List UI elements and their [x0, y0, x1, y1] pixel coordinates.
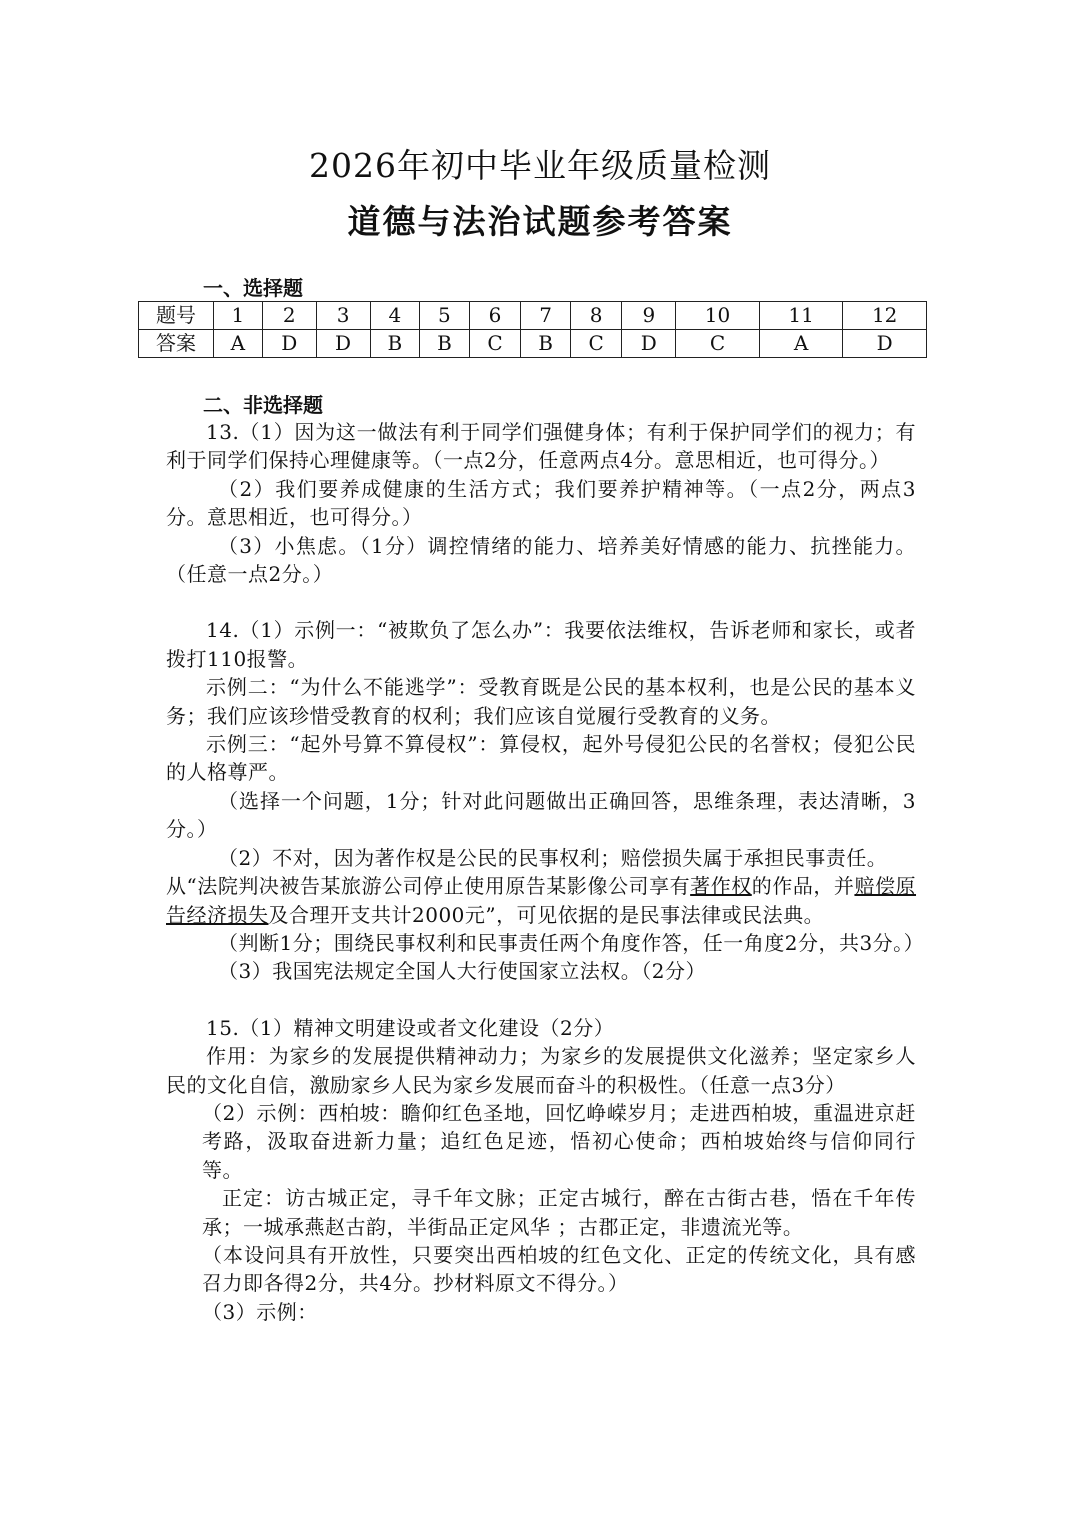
table-cell: C: [570, 330, 622, 358]
underlined-text: 赔偿原告经济损失: [166, 874, 917, 927]
section-heading-choice: 一、选择题: [203, 276, 303, 300]
table-row: [139, 330, 927, 358]
q15-part2: （2）示例：西柏坡：瞻仰红色圣地，回忆峥嵘岁月；走进西柏坡，重温进京赶考路，汲取奋进新力量；追红色足迹，悟初心使命；西柏坡始终与信仰同行等。: [202, 1100, 916, 1182]
row-label-answer: 答案: [139, 330, 214, 358]
table-cell: 4: [370, 302, 420, 330]
table-cell: D: [316, 330, 370, 358]
q14-part1: 14.（1）示例一：“被欺负了怎么办”：我要依法维权，告诉老师和家长，或者拨打110报警。: [166, 618, 916, 671]
q14-example2: 示例二：“为什么不能逃学”：受教育既是公民的基本权利，也是公民的基本义务；我们应该珍惜受教育的权利；我们应该自觉履行受教育的义务。: [166, 675, 916, 728]
table-cell: B: [521, 330, 571, 358]
q13-part2: （2）我们要养成健康的生活方式；我们要养护精神等。（一点2分，两点3分。意思相近，也可得分。）: [166, 476, 916, 530]
table-cell: D: [622, 330, 676, 358]
underlined-text: 著作权: [690, 874, 752, 899]
table-cell: 2: [262, 302, 316, 330]
table-cell: 6: [469, 302, 521, 330]
answer-key-title: 道德与法治试题参考答案: [347, 202, 733, 241]
q15-scoring: （本设问具有开放性，只要突出西柏坡的红色文化、正定的传统文化，具有感召力即各得2分，共4分。抄材料原文不得分。）: [202, 1242, 916, 1296]
text-span: 从“法院判决被告某旅游公司停止使用原告某影像公司享有: [166, 874, 691, 899]
table-cell: B: [420, 330, 470, 358]
table-cell: 9: [622, 302, 676, 330]
section-heading-nonchoice: 二、非选择题: [203, 393, 323, 417]
table-cell: 11: [759, 302, 843, 330]
table-row: [139, 302, 927, 330]
table-cell: 3: [316, 302, 370, 330]
q13-part3: （3）小焦虑。（1分）调控情绪的能力、培养美好情感的能力、抗挫能力。（任意一点2分。）: [166, 533, 916, 587]
q14-example3: 示例三：“起外号算不算侵权”：算侵权，起外号侵犯公民的名誉权；侵犯公民的人格尊严。: [166, 732, 916, 785]
q14-part2-detail: [166, 872, 916, 929]
q14-part3: （3）我国宪法规定全国人大行使国家立法权。（2分）: [218, 959, 706, 984]
table-cell: C: [469, 330, 521, 358]
answer-body: [166, 418, 925, 1326]
table-cell: A: [759, 330, 843, 358]
q14-scoring1: （选择一个问题，1分；针对此问题做出正确回答，思维条理，表达清晰，3分。）: [166, 788, 916, 842]
q15-zhengding: 正定：访古城正定，寻千年文脉；正定古城行，醉在古街古巷，悟在千年传承；一城承燕赵古韵，半街品正定风华 ；古郡正定，非遗流光等。: [202, 1186, 916, 1239]
q13-part1: 13.（1）因为这一做法有利于同学们强健身体；有利于保护同学们的视力；有利于同学们保持心理健康等。（一点2分，任意两点4分。意思相近，也可得分。）: [166, 420, 916, 473]
table-cell: D: [843, 330, 927, 358]
table-cell: 7: [521, 302, 571, 330]
q15-part1: 15.（1）精神文明建设或者文化建设（2分）: [206, 1015, 615, 1040]
text-span: 及合理开支共计2000元”，可见依据的是民事法律或民法典。: [268, 902, 825, 927]
table-cell: B: [370, 330, 420, 358]
answer-table: [138, 301, 927, 358]
row-label-number: 题号: [139, 302, 214, 330]
table-cell: 8: [570, 302, 622, 330]
table-cell: 1: [214, 302, 263, 330]
table-cell: 10: [676, 302, 760, 330]
q14-scoring2: （判断1分；围绕民事权利和民事责任两个角度作答，任一角度2分，共3分。）: [218, 930, 925, 955]
text-span: 的作品，并: [751, 874, 855, 899]
table-cell: 12: [843, 302, 927, 330]
q15-effect: 作用：为家乡的发展提供精神动力；为家乡的发展提供文化滋养；坚定家乡人民的文化自信，激励家乡人民为家乡发展而奋斗的积极性。（任意一点3分）: [166, 1044, 916, 1097]
q14-part2: （2）不对，因为著作权是公民的民事权利；赔偿损失属于承担民事责任。: [218, 845, 888, 870]
table-cell: 5: [420, 302, 470, 330]
exam-title: 2026年初中毕业年级质量检测: [309, 146, 771, 185]
table-cell: C: [676, 330, 760, 358]
table-cell: A: [214, 330, 263, 358]
table-cell: D: [262, 330, 316, 358]
q15-part3: （3）示例：: [202, 1299, 318, 1324]
